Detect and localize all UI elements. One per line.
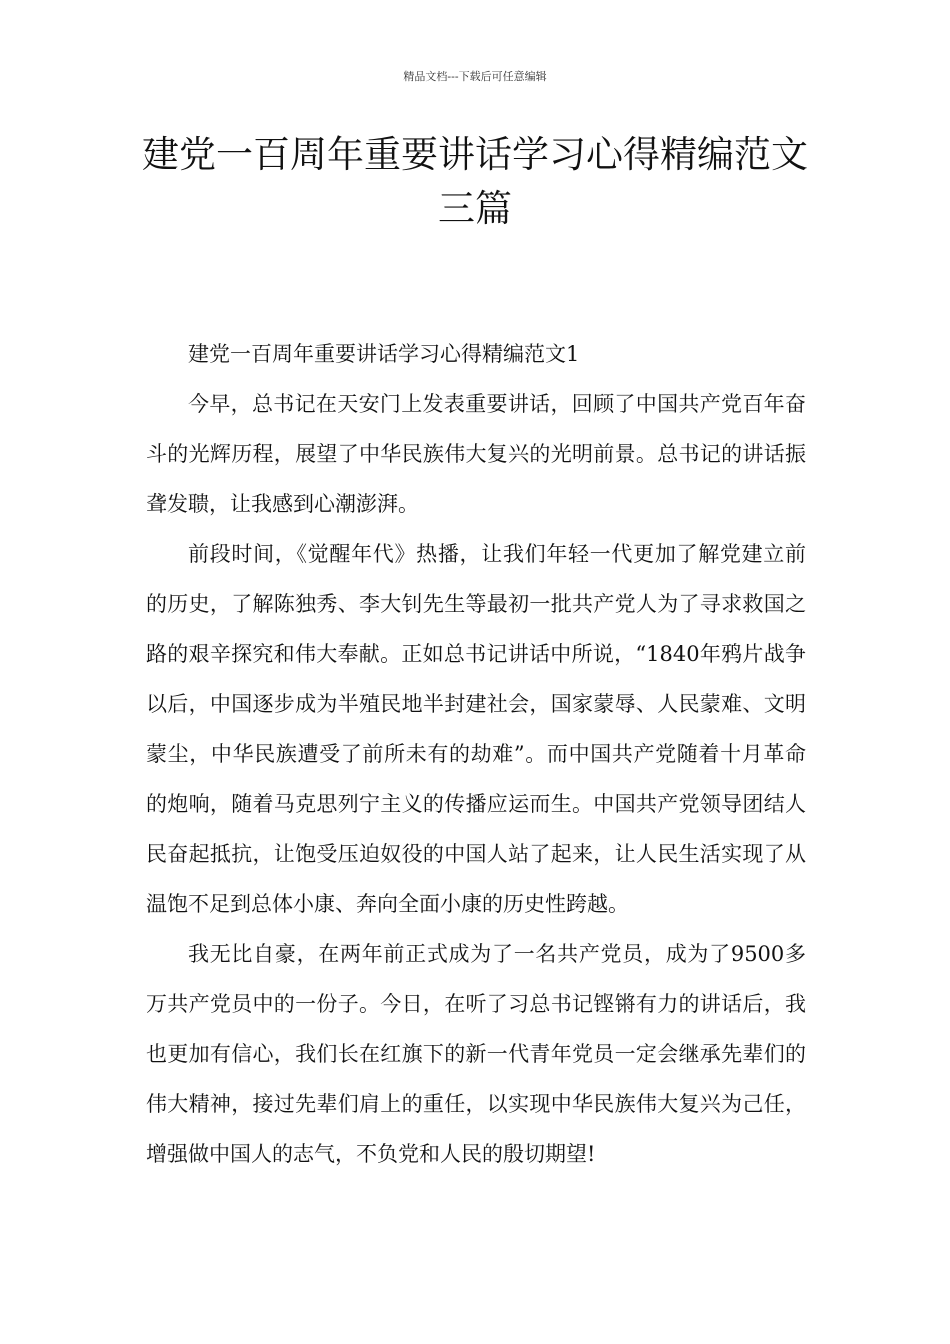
paragraph: 今早，总书记在天安门上发表重要讲话，回顾了中国共产党百年奋斗的光辉历程，展望了中华民族伟大复兴的光明前景。总书记的讲话振聋发聩，让我感到心潮澎湃。: [146, 392, 806, 516]
document-title: 建党一百周年重要讲话学习心得精编范文三篇: [142, 133, 808, 230]
paragraph: 前段时间，《觉醒年代》热播，让我们年轻一代更加了解党建立前的历史，了解陈独秀、李大钊先生等最初一批共产党人为了寻求救国之路的艰辛探究和伟大奉献。正如总书记讲话中所说，“1840年鸦片战争以后，中国逐步成为半殖民地半封建社会，国家蒙辱、人民蒙难、文明蒙尘，中华民族遭受了前所未有的劫难”。而中国共产党随着十月革命的炮响，随着马克思列宁主义的传播应运而生。中国共产党领导团结人民奋起抵抗，让饱受压迫奴役的中国人站了起来，让人民生活实现了从温饱不足到总体小康、奔向全面小康的历史性跨越。: [146, 542, 806, 916]
document-body: [146, 329, 806, 1179]
section-subheading: 建党一百周年重要讲话学习心得精编范文1: [188, 342, 580, 366]
paragraph: 我无比自豪，在两年前正式成为了一名共产党员，成为了9500多万共产党员中的一份子。今日，在听了习总书记铿锵有力的讲话后，我也更加有信心，我们长在红旗下的新一代青年党员一定会继承先辈们的伟大精神，接过先辈们肩上的重任，以实现中华民族伟大复兴为己任，增强做中国人的志气，不负党和人民的殷切期望!: [146, 942, 806, 1166]
header-note: 精品文档---下载后可任意编辑: [403, 70, 547, 83]
